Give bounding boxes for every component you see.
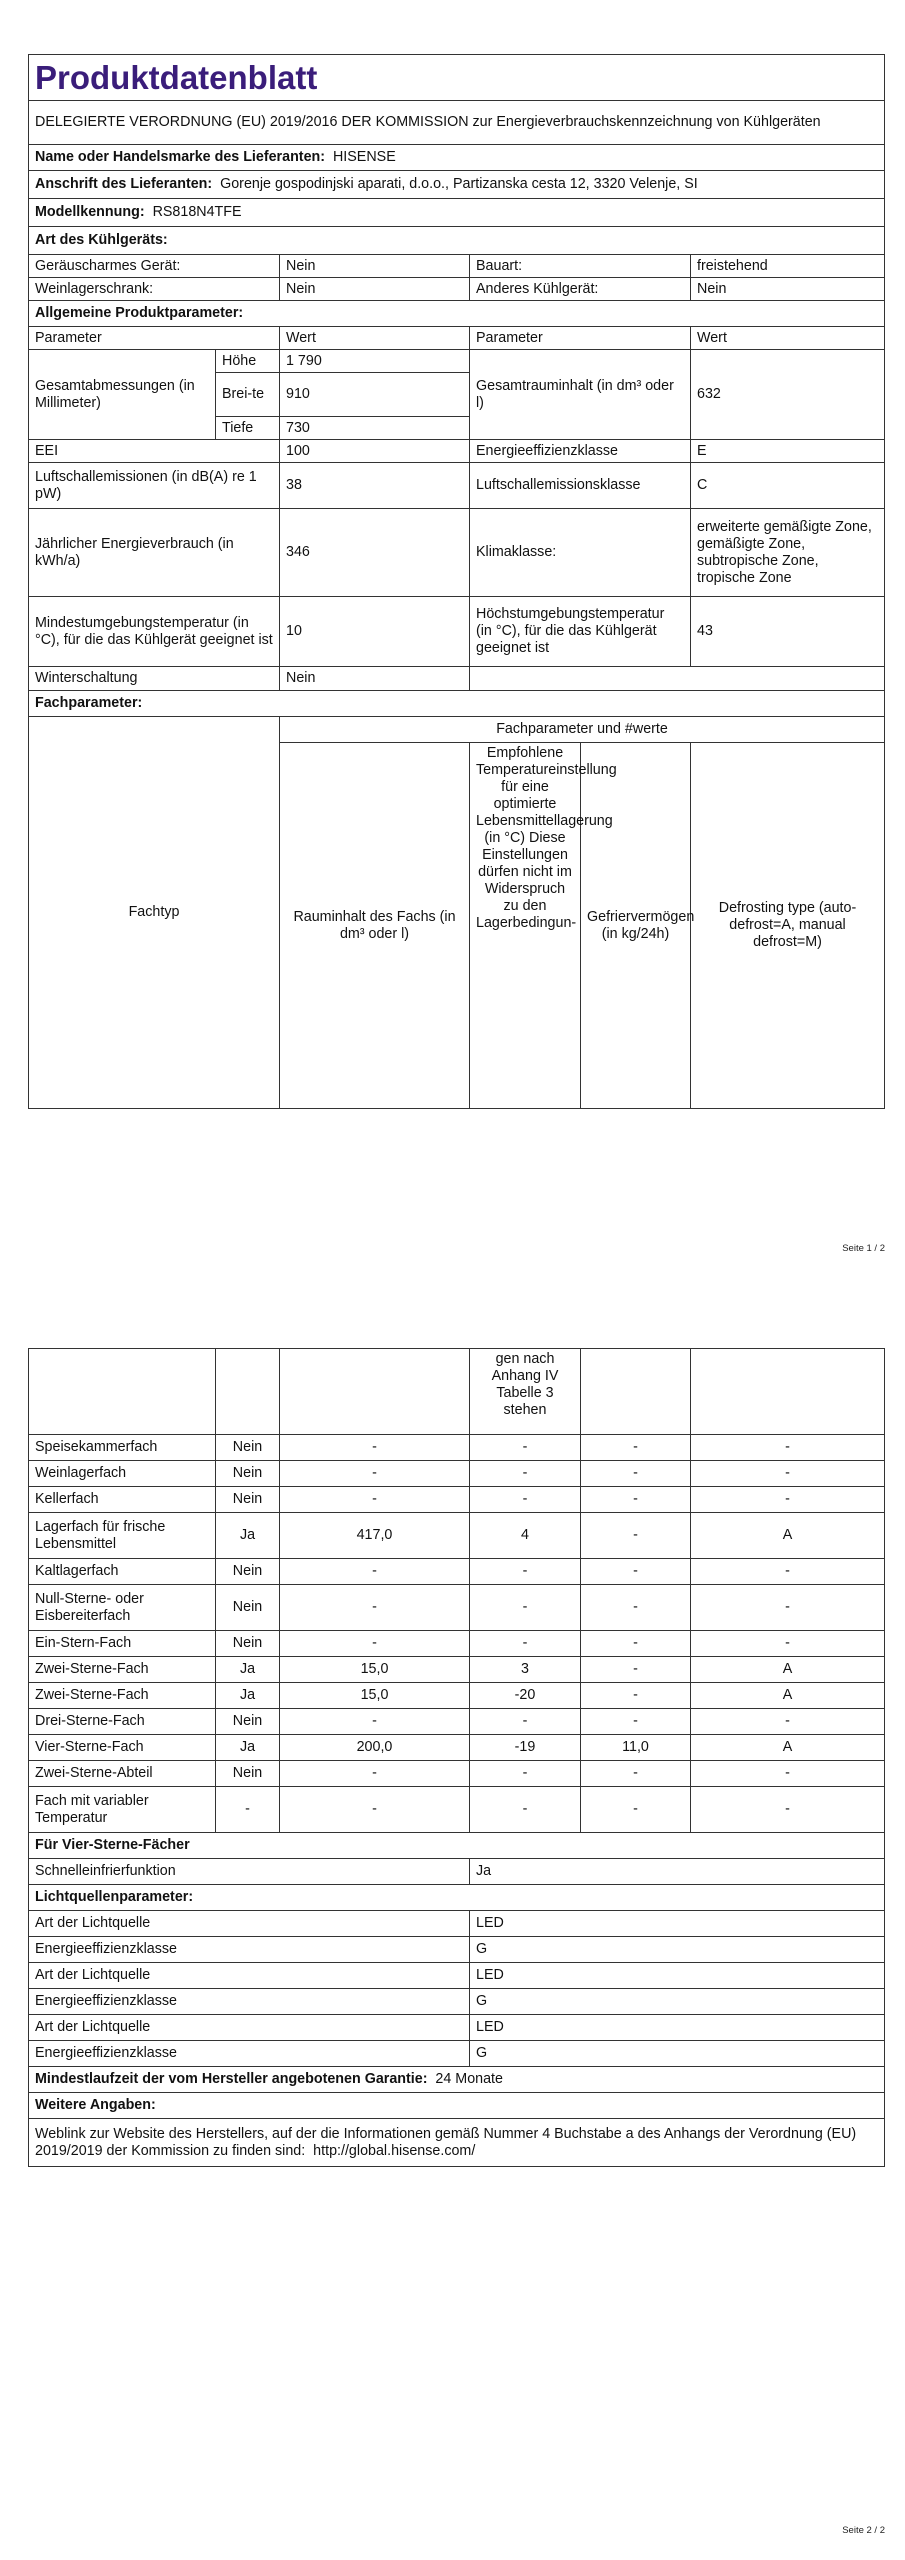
warranty-row [29,2067,885,2093]
empty-cell [470,667,885,691]
table-row [29,1461,885,1487]
eei-label: EEI [29,440,280,463]
compartment-volume: - [280,1585,470,1631]
general-params-heading: Allgemeine Produktparameter: [29,301,885,327]
compartment-temp: - [470,1435,581,1461]
light-source-type-value: LED [470,2015,885,2041]
low-noise-value: Nein [280,255,470,278]
compartment-name: Null-Sterne- oder Eisbereiterfach [29,1585,216,1631]
design-value: freistehend [691,255,885,278]
energy-class-value: E [691,440,885,463]
light-source-class-label: Energieeffizienzklasse [29,1989,470,2015]
compartment-volume: - [280,1559,470,1585]
compartment-volume-header: Rauminhalt des Fachs (in dm³ oder l) [280,743,470,1109]
compartment-present: Ja [216,1735,280,1761]
winter-switch-label: Winterschaltung [29,667,280,691]
eei-value: 100 [280,440,470,463]
compartment-present: Nein [216,1487,280,1513]
supplier-name-label: Name oder Handelsmarke des Lieferanten: [35,149,326,165]
annual-energy-value: 346 [280,509,470,597]
compartment-defrost: - [691,1709,885,1735]
compartment-name: Vier-Sterne-Fach [29,1735,216,1761]
model-id-row [29,199,885,227]
depth-label: Tiefe [216,417,280,440]
min-temp-label: Mindestumgebungstemperatur (in °C), für die das Kühlgerät geeignet ist [29,597,280,667]
light-source-class-value: G [470,1989,885,2015]
annual-energy-label: Jährlicher Energieverbrauch (in kWh/a) [29,509,280,597]
compartment-name: Kaltlagerfach [29,1559,216,1585]
regulation-text: DELEGIERTE VERORDNUNG (EU) 2019/2016 DER KOMMISSION zur Energieverbrauchskennzeichnung von Kühlgeräten [29,101,885,145]
compartment-defrost: A [691,1657,885,1683]
page-number-1: Seite 1 / 2 [842,1243,885,1254]
compartment-defrost: A [691,1683,885,1709]
other-appliance-label: Anderes Kühlgerät: [470,278,691,301]
model-id-value: RS818N4TFE [152,204,242,220]
compartment-defrost: - [691,1487,885,1513]
compartment-temp: - [470,1585,581,1631]
light-source-class-label: Energieeffizienzklasse [29,2041,470,2067]
table-row [29,1683,885,1709]
height-label: Höhe [216,350,280,373]
table-row [29,1761,885,1787]
compartment-volume: - [280,1461,470,1487]
light-params-heading: Lichtquellenparameter: [29,1885,885,1911]
light-source-class-value: G [470,1937,885,1963]
compartment-volume: - [280,1787,470,1833]
total-volume-label: Gesamtrauminhalt (in dm³ oder l) [470,350,691,440]
width-label: Brei-te [216,373,280,417]
compartment-volume: 200,0 [280,1735,470,1761]
compartment-freeze-header: Gefriervermögen (in kg/24h) [581,743,691,1109]
compartment-freeze: - [581,1585,691,1631]
continued-volume-cell [280,1349,470,1435]
other-appliance-value: Nein [691,278,885,301]
compartment-volume: - [280,1761,470,1787]
page-title: Produktdatenblatt [29,55,885,101]
table-row [29,1631,885,1657]
compartment-name: Zwei-Sterne-Fach [29,1657,216,1683]
compartment-defrost: - [691,1761,885,1787]
table-row [29,1989,885,2015]
compartment-type-header: Fachtyp [29,717,280,1109]
table-row [29,1787,885,1833]
compartment-defrost: - [691,1461,885,1487]
page-2 [0,1280,905,2560]
compartment-defrost-header: Defrosting type (auto-defrost=A, manual defrost=M) [691,743,885,1109]
warranty-value: 24 Monate [435,2071,503,2087]
appliance-type-heading: Art des Kühlgeräts: [29,227,885,255]
compartment-defrost: - [691,1787,885,1833]
compartment-freeze: - [581,1487,691,1513]
compartment-temp: - [470,1461,581,1487]
compartment-volume: - [280,1487,470,1513]
compartment-temp: - [470,1487,581,1513]
col-value-header-2: Wert [691,327,885,350]
compartment-name: Ein-Stern-Fach [29,1631,216,1657]
compartment-present: Nein [216,1761,280,1787]
quick-freeze-label: Schnelleinfrierfunktion [29,1859,470,1885]
supplier-name-row [29,145,885,171]
supplier-address-row [29,171,885,199]
min-temp-value: 10 [280,597,470,667]
compartment-defrost: - [691,1631,885,1657]
compartment-freeze: - [581,1461,691,1487]
continued-type-cell [29,1349,216,1435]
datasheet-table-page-2 [28,1348,885,2167]
compartment-present: Ja [216,1657,280,1683]
compartment-present: Ja [216,1513,280,1559]
table-row [29,1657,885,1683]
compartment-name: Drei-Sterne-Fach [29,1709,216,1735]
page-1 [0,0,905,1270]
compartment-present: Nein [216,1585,280,1631]
noise-class-label: Luftschallemissionsklasse [470,463,691,509]
compartment-temp: - [470,1787,581,1833]
compartment-freeze: 11,0 [581,1735,691,1761]
col-param-header-2: Parameter [470,327,691,350]
table-row [29,2041,885,2067]
climate-class-value: erweiterte gemäßigte Zone, gemäßigte Zone, subtropische Zone, tropische Zone [691,509,885,597]
supplier-address-label: Anschrift des Lieferanten: [35,176,213,192]
compartment-temp: -19 [470,1735,581,1761]
compartment-temp: - [470,1709,581,1735]
additional-info-heading: Weitere Angaben: [29,2093,885,2119]
manufacturer-website-link[interactable]: http://global.hisense.com/ [313,2142,476,2159]
page-number-2: Seite 2 / 2 [842,2525,885,2536]
width-value: 910 [280,373,470,417]
compartment-freeze: - [581,1657,691,1683]
depth-value: 730 [280,417,470,440]
compartment-params-heading: Fachparameter: [29,691,885,717]
compartment-volume: 417,0 [280,1513,470,1559]
continued-present-cell [216,1349,280,1435]
compartment-present: Nein [216,1559,280,1585]
compartment-present: Nein [216,1709,280,1735]
datasheet-table-page-1 [28,54,885,1109]
compartment-temp: 4 [470,1513,581,1559]
compartment-defrost: - [691,1435,885,1461]
light-source-class-value: G [470,2041,885,2067]
wine-cabinet-value: Nein [280,278,470,301]
compartment-temp: 3 [470,1657,581,1683]
compartment-temp-header-cont: gen nach Anhang IV Tabelle 3 stehen [470,1349,581,1435]
compartment-volume: - [280,1435,470,1461]
compartment-freeze: - [581,1709,691,1735]
compartment-name: Speisekammerfach [29,1435,216,1461]
compartment-rows [29,1435,885,1833]
table-row [29,1435,885,1461]
table-row [29,1735,885,1761]
compartment-freeze: - [581,1683,691,1709]
light-source-class-label: Energieeffizienzklasse [29,1937,470,1963]
warranty-label: Mindestlaufzeit der vom Hersteller angebotenen Garantie: [35,2071,428,2087]
continued-freeze-cell [581,1349,691,1435]
max-temp-value: 43 [691,597,885,667]
four-star-heading: Für Vier-Sterne-Fächer [29,1833,885,1859]
table-row [29,2015,885,2041]
compartment-defrost: A [691,1735,885,1761]
design-label: Bauart: [470,255,691,278]
dimensions-label: Gesamtabmessungen (in Millimeter) [29,350,216,440]
compartment-present: Nein [216,1461,280,1487]
light-source-type-value: LED [470,1911,885,1937]
compartment-freeze: - [581,1559,691,1585]
height-value: 1 790 [280,350,470,373]
compartment-freeze: - [581,1761,691,1787]
compartment-present: Nein [216,1631,280,1657]
compartment-defrost: - [691,1559,885,1585]
compartment-volume: 15,0 [280,1683,470,1709]
compartment-present: - [216,1787,280,1833]
supplier-name-value: HISENSE [332,149,396,165]
light-source-type-label: Art der Lichtquelle [29,1963,470,1989]
compartment-name: Zwei-Sterne-Abteil [29,1761,216,1787]
wine-cabinet-label: Weinlagerschrank: [29,278,280,301]
noise-value: 38 [280,463,470,509]
continued-defrost-cell [691,1349,885,1435]
light-source-type-label: Art der Lichtquelle [29,2015,470,2041]
compartment-freeze: - [581,1787,691,1833]
light-source-rows [29,1911,885,2067]
winter-switch-value: Nein [280,667,470,691]
table-row [29,1513,885,1559]
noise-label: Luftschallemissionen (in dB(A) re 1 pW) [29,463,280,509]
compartment-name: Weinlagerfach [29,1461,216,1487]
compartment-temp-header: Empfohlene Temperatureinstellung für eine optimierte Lebensmittellagerung (in °C) Diese Einstellungen dürfen nicht im Widerspruch zu den Lagerbedingun- [470,743,581,1109]
compartment-defrost: A [691,1513,885,1559]
compartment-temp: -20 [470,1683,581,1709]
compartment-temp: - [470,1559,581,1585]
compartment-present: Nein [216,1435,280,1461]
noise-class-value: C [691,463,885,509]
manufacturer-website-text: Weblink zur Website des Herstellers, auf der die Informationen gemäß Nummer 4 Buchstabe a des Anhangs der Verordnung (EU) 2019/2019 der Kommission zu finden sind: [35,2125,857,2159]
light-source-type-value: LED [470,1963,885,1989]
compartment-temp: - [470,1761,581,1787]
table-row [29,1937,885,1963]
max-temp-label: Höchstumgebungstemperatur (in °C), für die das Kühlgerät geeignet ist [470,597,691,667]
compartment-name: Lagerfach für frische Lebensmittel [29,1513,216,1559]
compartment-volume: - [280,1709,470,1735]
supplier-address-value: Gorenje gospodinjski aparati, d.o.o., Partizanska cesta 12, 3320 Velenje, SI [220,176,698,192]
compartment-name: Fach mit variabler Temperatur [29,1787,216,1833]
table-row [29,1585,885,1631]
energy-class-label: Energieeffizienzklasse [470,440,691,463]
compartment-volume: 15,0 [280,1657,470,1683]
compartment-freeze: - [581,1513,691,1559]
compartment-freeze: - [581,1631,691,1657]
compartment-volume: - [280,1631,470,1657]
compartment-temp: - [470,1631,581,1657]
compartment-name: Kellerfach [29,1487,216,1513]
table-row [29,1911,885,1937]
compartment-present: Ja [216,1683,280,1709]
additional-info-text [29,2119,885,2167]
compartment-defrost: - [691,1585,885,1631]
col-value-header: Wert [280,327,470,350]
low-noise-label: Geräuscharmes Gerät: [29,255,280,278]
quick-freeze-value: Ja [470,1859,885,1885]
light-source-type-label: Art der Lichtquelle [29,1911,470,1937]
climate-class-label: Klimaklasse: [470,509,691,597]
model-id-label: Modellkennung: [35,204,145,220]
table-row [29,1559,885,1585]
compartment-freeze: - [581,1435,691,1461]
table-row [29,1709,885,1735]
total-volume-value: 632 [691,350,885,440]
table-row [29,1963,885,1989]
col-param-header: Parameter [29,327,280,350]
compartment-name: Zwei-Sterne-Fach [29,1683,216,1709]
compartment-group-header: Fachparameter und #werte [280,717,885,743]
table-row [29,1487,885,1513]
